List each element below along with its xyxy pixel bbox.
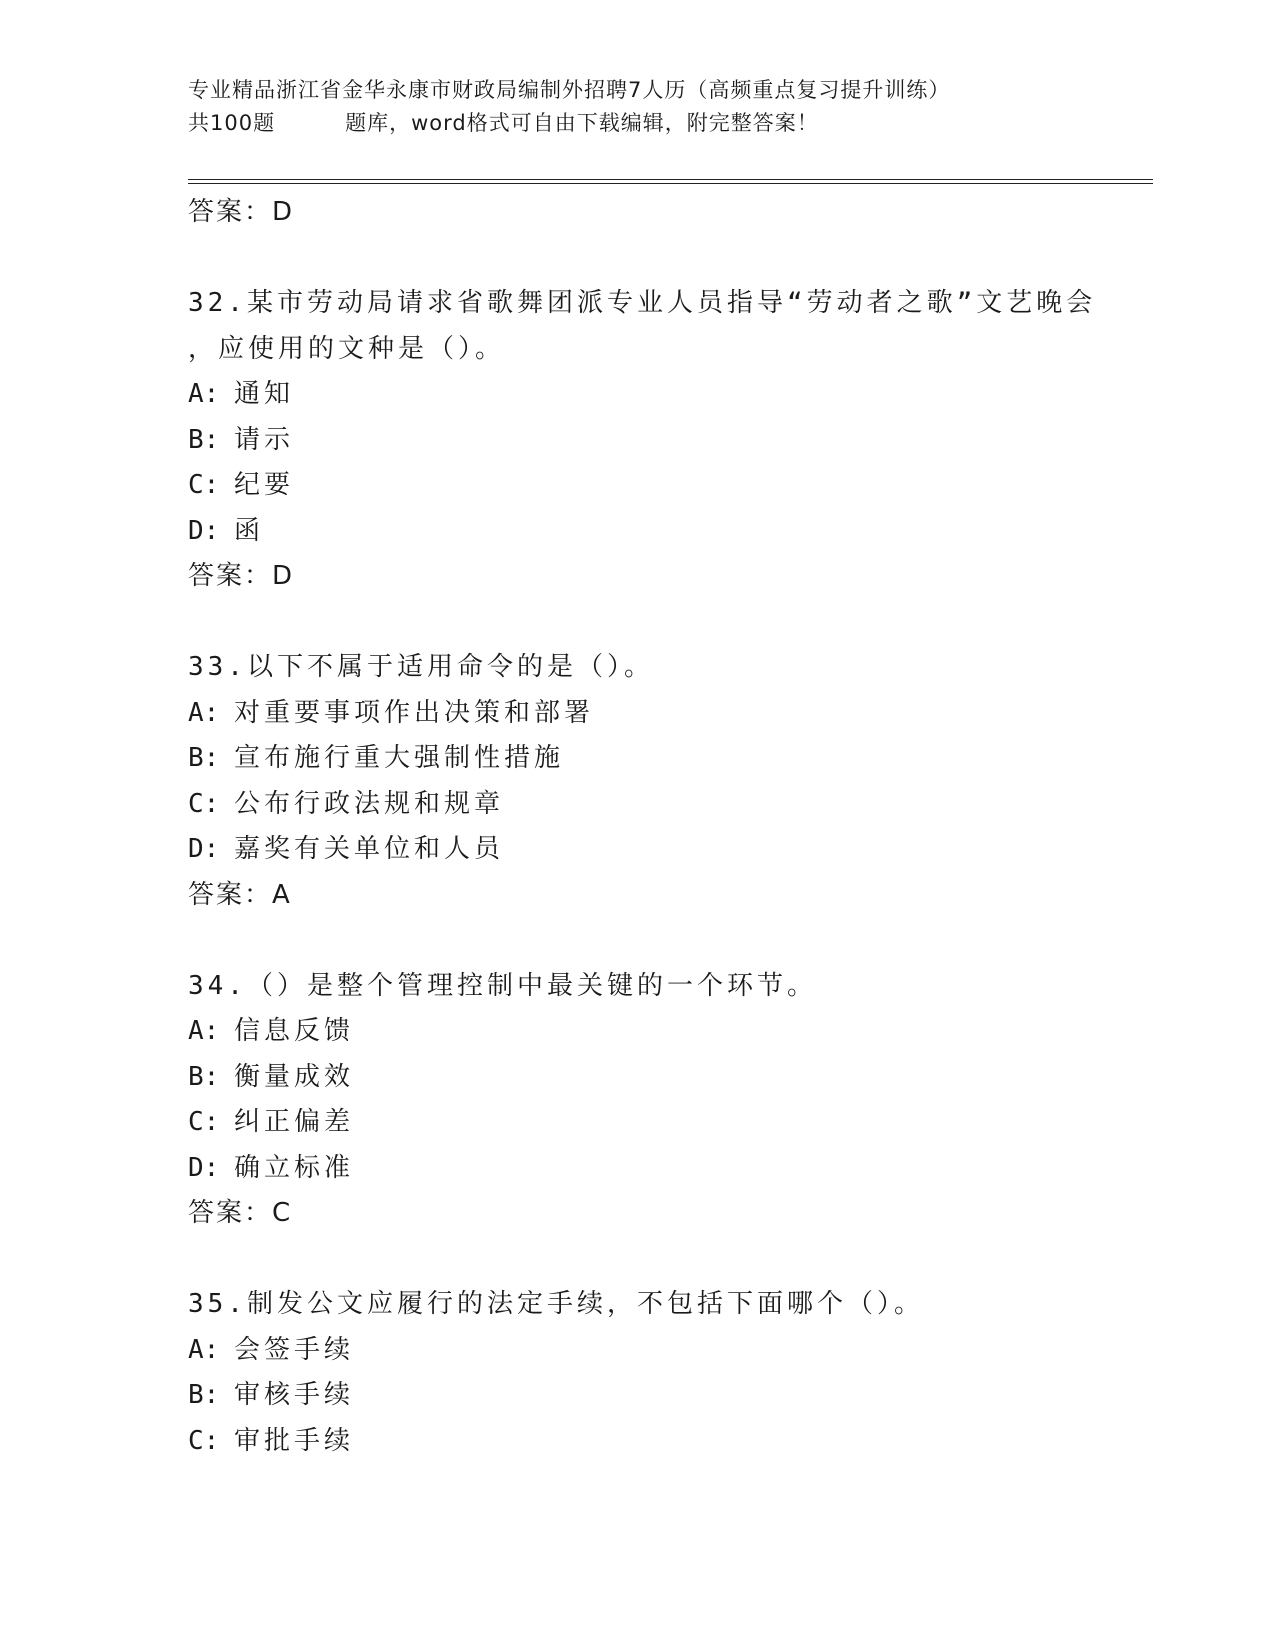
option-a	[188, 372, 1138, 418]
option-d	[188, 1146, 1138, 1192]
document-header	[188, 74, 1148, 140]
option-b	[188, 1055, 1138, 1101]
option-text: 函	[234, 515, 265, 546]
question-line: 33.以下不属于适用命令的是（）。	[188, 652, 654, 682]
option-key: B:	[188, 424, 220, 455]
answer-line	[188, 1191, 1138, 1236]
option-c	[188, 1419, 1138, 1465]
header-divider-top	[188, 179, 1153, 180]
option-a	[188, 1009, 1138, 1055]
question-line: ，应使用的文种是（）。	[188, 333, 506, 364]
option-key: A:	[188, 379, 220, 409]
option-text: 对重要事项作出决策和部署	[234, 697, 595, 728]
option-d	[188, 827, 1138, 873]
answer-value: D	[272, 561, 295, 591]
option-text: 请示	[234, 424, 295, 455]
option-c	[188, 463, 1138, 509]
question-list	[188, 190, 1138, 1464]
option-b	[188, 418, 1138, 464]
option-text: 审核手续	[234, 1380, 355, 1410]
option-b	[188, 736, 1138, 782]
option-key: D:	[188, 1152, 220, 1183]
answer-line	[188, 554, 1138, 599]
option-key: C:	[188, 1425, 220, 1456]
option-key: D:	[188, 515, 220, 546]
option-text: 嘉奖有关单位和人员	[234, 834, 505, 864]
option-text: 衡量成效	[234, 1061, 355, 1092]
option-text: 公布行政法规和规章	[234, 788, 505, 819]
answer-line	[188, 190, 1138, 235]
option-a	[188, 1328, 1138, 1374]
option-text: 审批手续	[234, 1425, 355, 1456]
answer-value: D	[272, 197, 295, 227]
answer-line	[188, 873, 1138, 918]
option-key: B:	[188, 1061, 220, 1092]
option-text: 通知	[234, 379, 295, 409]
question-33-text	[188, 645, 1138, 691]
option-key: C:	[188, 470, 220, 500]
question-line: 32.某市劳动局请求省歌舞团派专业人员指导“劳动者之歌”文艺晚会	[188, 288, 1097, 318]
answer-value: C	[272, 1198, 293, 1228]
option-c	[188, 782, 1138, 828]
answer-label: 答案：	[188, 1198, 273, 1228]
question-35-text	[188, 1282, 1138, 1328]
option-key: C:	[188, 1107, 220, 1137]
answer-value: A	[272, 879, 292, 910]
option-text: 会签手续	[234, 1334, 355, 1365]
header-divider-bottom	[188, 183, 1153, 184]
question-line: 35.制发公文应履行的法定手续，不包括下面哪个（）。	[188, 1289, 924, 1319]
option-key: D:	[188, 834, 220, 864]
option-text: 纠正偏差	[234, 1107, 355, 1137]
answer-label: 答案：	[188, 879, 273, 910]
option-text: 宣布施行重大强制性措施	[234, 743, 565, 773]
question-34-text	[188, 964, 1138, 1010]
option-key: A:	[188, 1016, 220, 1046]
header-title-line: 专业精品浙江省金华永康市财政局编制外招聘7人历（高频重点复习提升训练）	[188, 78, 951, 102]
option-d	[188, 509, 1138, 555]
question-32-text	[188, 281, 1138, 372]
header-description: 题库，word格式可自由下载编辑，附完整答案！	[345, 111, 819, 135]
option-key: B:	[188, 1380, 220, 1410]
option-key: C:	[188, 788, 220, 819]
answer-label: 答案：	[188, 561, 273, 591]
question-line: 34.（）是整个管理控制中最关键的一个环节。	[188, 970, 817, 1001]
option-key: A:	[188, 1334, 220, 1365]
option-c	[188, 1100, 1138, 1146]
header-subtitle-line	[188, 107, 1148, 140]
option-text: 纪要	[234, 470, 295, 500]
option-text: 信息反馈	[234, 1016, 355, 1046]
option-b	[188, 1373, 1138, 1419]
option-text: 确立标准	[234, 1152, 355, 1183]
option-key: B:	[188, 743, 220, 773]
option-a	[188, 691, 1138, 737]
header-question-count: 共100题	[188, 111, 276, 135]
option-key: A:	[188, 697, 220, 728]
answer-label: 答案：	[188, 197, 273, 227]
